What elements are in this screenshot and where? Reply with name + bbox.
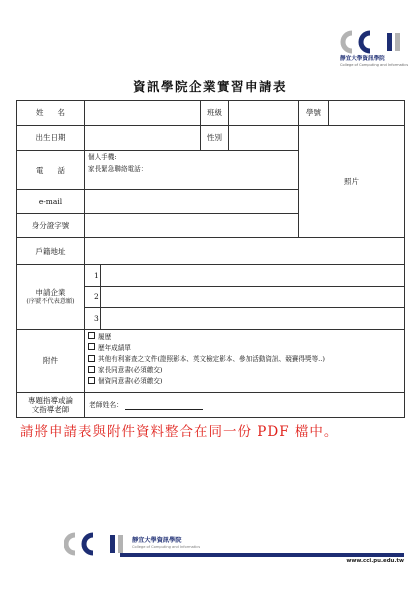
photo-box[interactable]: [299, 125, 405, 238]
attachments-list: [85, 329, 405, 393]
attachment-item[interactable]: 其他有利審查之文件(證照影本、英文檢定影本、參加活動資訊、競賽得獎等..): [88, 354, 404, 365]
header-school-name-en: College of Computing and Informatics: [340, 63, 409, 67]
address-label: 戶籍地址: [17, 238, 85, 265]
checkbox-icon[interactable]: [88, 366, 95, 373]
class-label: 班級: [201, 101, 229, 126]
teacher-name-label: 老師姓名：: [89, 400, 123, 409]
company-row-number: 2: [85, 286, 101, 308]
student-id-label: 學號: [299, 101, 329, 126]
advisor-label: 專題指導或論 文指導老師: [17, 393, 85, 418]
address-field[interactable]: [85, 238, 405, 265]
teacher-name-line[interactable]: [125, 401, 203, 410]
checkbox-icon[interactable]: [88, 343, 95, 350]
checkbox-icon[interactable]: [88, 355, 95, 362]
attachment-item[interactable]: 履歷: [88, 332, 404, 343]
photo-label: 照片: [344, 177, 359, 187]
attachment-item[interactable]: 個資同意書(必須繳交): [88, 376, 404, 387]
company-row-number: 1: [85, 265, 101, 287]
class-field[interactable]: [229, 101, 299, 126]
attachments-label: 附件: [17, 329, 85, 393]
company-note: (序號不代表意願): [26, 297, 75, 305]
pdf-notice: 請將申請表與附件資料整合在同一份 PDF 檔中。: [20, 424, 339, 440]
cci-logo-icon: [340, 30, 406, 54]
mobile-label: 個人手機:: [88, 153, 117, 162]
footer-website[interactable]: www.cci.pu.edu.tw: [346, 558, 404, 564]
company-label: 申請企業: [35, 287, 66, 297]
checkbox-icon[interactable]: [88, 332, 95, 339]
application-form-table: [16, 100, 405, 418]
company-label-cell: [17, 265, 85, 330]
birthdate-field[interactable]: [85, 125, 201, 151]
gender-label: 性別: [201, 125, 229, 151]
footer-cci-logo-icon: [64, 532, 128, 556]
header-school-name: 靜宜大學資訊學院: [340, 56, 385, 62]
email-label: e-mail: [17, 190, 85, 214]
form-title: 資訊學院企業實習申請表: [132, 79, 287, 94]
emergency-phone-label: 家長緊急聯絡電話：: [88, 165, 148, 174]
company-field-2[interactable]: [101, 286, 405, 308]
phone-field[interactable]: [85, 151, 299, 190]
id-number-field[interactable]: [85, 213, 299, 238]
birthdate-label: 出生日期: [17, 125, 85, 151]
company-field-3[interactable]: [101, 308, 405, 330]
name-label: 姓名: [17, 101, 85, 126]
id-number-label: 身分證字號: [17, 213, 85, 238]
footer-school-name-en: College of Computing and Informatics: [132, 545, 201, 549]
checkbox-icon[interactable]: [88, 377, 95, 384]
student-id-field[interactable]: [329, 101, 405, 126]
teacher-name-field[interactable]: [85, 393, 405, 418]
phone-label: 電話: [17, 151, 85, 190]
company-row-number: 3: [85, 308, 101, 330]
email-field[interactable]: [85, 190, 299, 214]
company-field-1[interactable]: [101, 265, 405, 287]
attachment-item[interactable]: 歷年成績單: [88, 343, 404, 354]
gender-field[interactable]: [229, 125, 299, 151]
attachment-item[interactable]: 家長同意書(必須繳交): [88, 365, 404, 376]
header-logo: [340, 30, 409, 70]
name-field[interactable]: [85, 101, 201, 126]
footer-school-name: 靜宜大學資訊學院: [132, 537, 182, 544]
